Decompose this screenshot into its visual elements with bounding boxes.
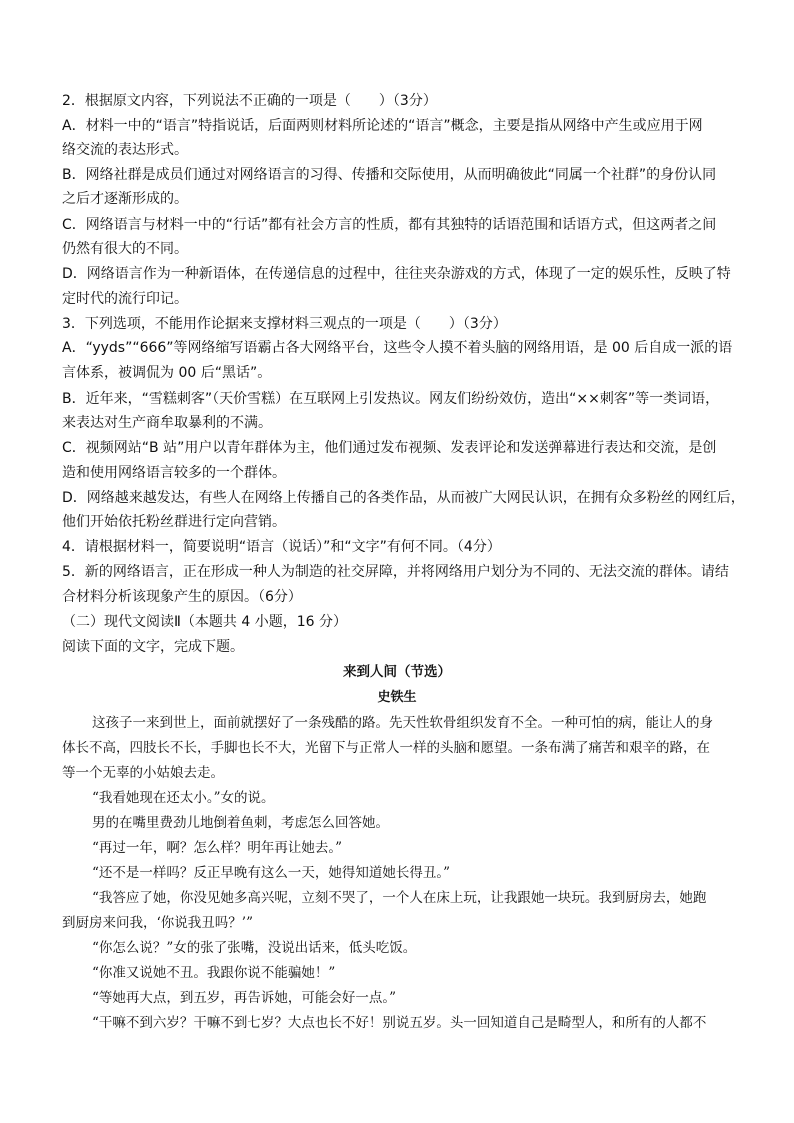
paragraph-10: “干嘛不到六岁？干嘛不到七岁？大点也长不好！别说五岁。头一回知道自己是畸型人，和所有的人都不 xyxy=(92,1015,707,1031)
passage-title: 来到人间（节选） xyxy=(343,664,451,680)
q3-option-b-line1: B．近年来，“雪糕刺客”（天价雪糕）在互联网上引发热议。网友们纷纷效仿，造出“××刺客”等一类词语， xyxy=(62,391,720,407)
q3-option-a-line1: A．“yyds”“666”等网络缩写语霸占各大网络平台，这些令人摸不着头脑的网络用语，是 00 后自成一派的语 xyxy=(62,340,733,356)
paragraph-6-line1: “我答应了她，你没见她多高兴呢，立刻不哭了，一个人在床上玩，让我跟她一块玩。我到厨房去，她跑 xyxy=(92,890,707,906)
q2-option-d-line2: 定时代的流行印记。 xyxy=(62,291,188,307)
paragraph-1-line3: 等一个无辜的小姑娘去走。 xyxy=(62,765,224,781)
paragraph-1-line1: 这孩子一来到世上，面前就摆好了一条残酷的路。先天性软骨组织发育不全。一种可怕的病，能让人的身 xyxy=(92,715,713,731)
section-heading: （二）现代文阅读Ⅱ（本题共 4 小题，16 分） xyxy=(62,614,347,630)
paragraph-1-line2: 体长不高，四肢长不长，手脚也长不大，光留下与正常人一样的头脑和愿望。一条布满了痛苦和艰辛的路，在 xyxy=(62,740,710,756)
paragraph-5: “还不是一样吗？反正早晚有这么一天，她得知道她长得丑。” xyxy=(92,865,451,881)
q2-option-c-line1: C．网络语言与材料一中的“行话”都有社会方言的性质，都有其独特的话语范围和话语方式，但这两者之间 xyxy=(62,217,717,233)
q3-option-a-line2: 言体系，被调侃为 00 后“黑话”。 xyxy=(62,365,272,381)
paragraph-7: “你怎么说？”女的张了张嘴，没说出话来，低头吃饭。 xyxy=(92,940,417,956)
q3-option-d-line2: 他们开始依托粉丝群进行定向营销。 xyxy=(62,514,286,530)
question-2-stem: 2．根据原文内容，下列说法不正确的一项是（ ）（3分） xyxy=(62,93,437,109)
paragraph-4: “再过一年，啊？怎么样？明年再让她去。” xyxy=(92,840,343,856)
passage-author: 史铁生 xyxy=(377,690,417,705)
paragraph-3: 男的在嘴里费劲儿地倒着鱼刺，考虑怎么回答她。 xyxy=(92,815,389,831)
q3-option-d-line1: D．网络越来越发达，有些人在网络上传播自己的各类作品，从而被广大网民认识，在拥有众多粉丝的网红后， xyxy=(62,490,745,506)
paragraph-2: “我看她现在还太小。”女的说。 xyxy=(92,790,275,806)
q3-option-c-line1: C．视频网站“B 站”用户以青年群体为主，他们通过发布视频、发表评论和发送弹幕进行表达和交流，是创 xyxy=(62,440,717,456)
question-4: 4．请根据材料一，简要说明“语言（说话）”和“文字”有何不同。（4分） xyxy=(62,539,501,555)
q2-option-a-line2: 络交流的表达形式。 xyxy=(62,142,188,158)
q2-option-b-line1: B．网络社群是成员们通过对网络语言的习得、传播和交际使用，从而明确彼此“同属一个社群”的身份认同 xyxy=(62,167,717,183)
paragraph-6-line2: 到厨房来问我，‘你说我丑吗？’” xyxy=(62,915,253,931)
question-5-line1: 5．新的网络语言，正在形成一种人为制造的社交屏障，并将网络用户划分为不同的、无法交流的群体。请结 xyxy=(62,564,729,580)
q2-option-b-line2: 之后才逐渐形成的。 xyxy=(62,191,188,207)
q2-option-d-line1: D．网络语言作为一种新语体，在传递信息的过程中，往往夹杂游戏的方式，体现了一定的娱乐性，反映了特 xyxy=(62,266,731,282)
q3-option-c-line2: 造和使用网络语言较多的一个群体。 xyxy=(62,465,286,481)
q2-option-c-line2: 仍然有很大的不同。 xyxy=(62,241,188,257)
paragraph-8: “你准又说她不丑。我跟你说不能骗她！” xyxy=(92,965,336,981)
question-3-stem: 3．下列选项，不能用作论据来支撑材料三观点的一项是（ ）（3分） xyxy=(62,316,507,332)
reading-instruction: 阅读下面的文字，完成下题。 xyxy=(62,639,244,655)
q3-option-b-line2: 来表达对生产商牟取暴利的不满。 xyxy=(62,415,272,431)
paragraph-9: “等她再大点，到五岁，再告诉她，可能会好一点。” xyxy=(92,990,397,1006)
q2-option-a-line1: A．材料一中的“语言”特指说话，后面两则材料所论述的“语言”概念，主要是指从网络中产生或应用于网 xyxy=(62,118,703,134)
question-5-line2: 合材料分析该现象产生的原因。（6分） xyxy=(62,589,302,605)
